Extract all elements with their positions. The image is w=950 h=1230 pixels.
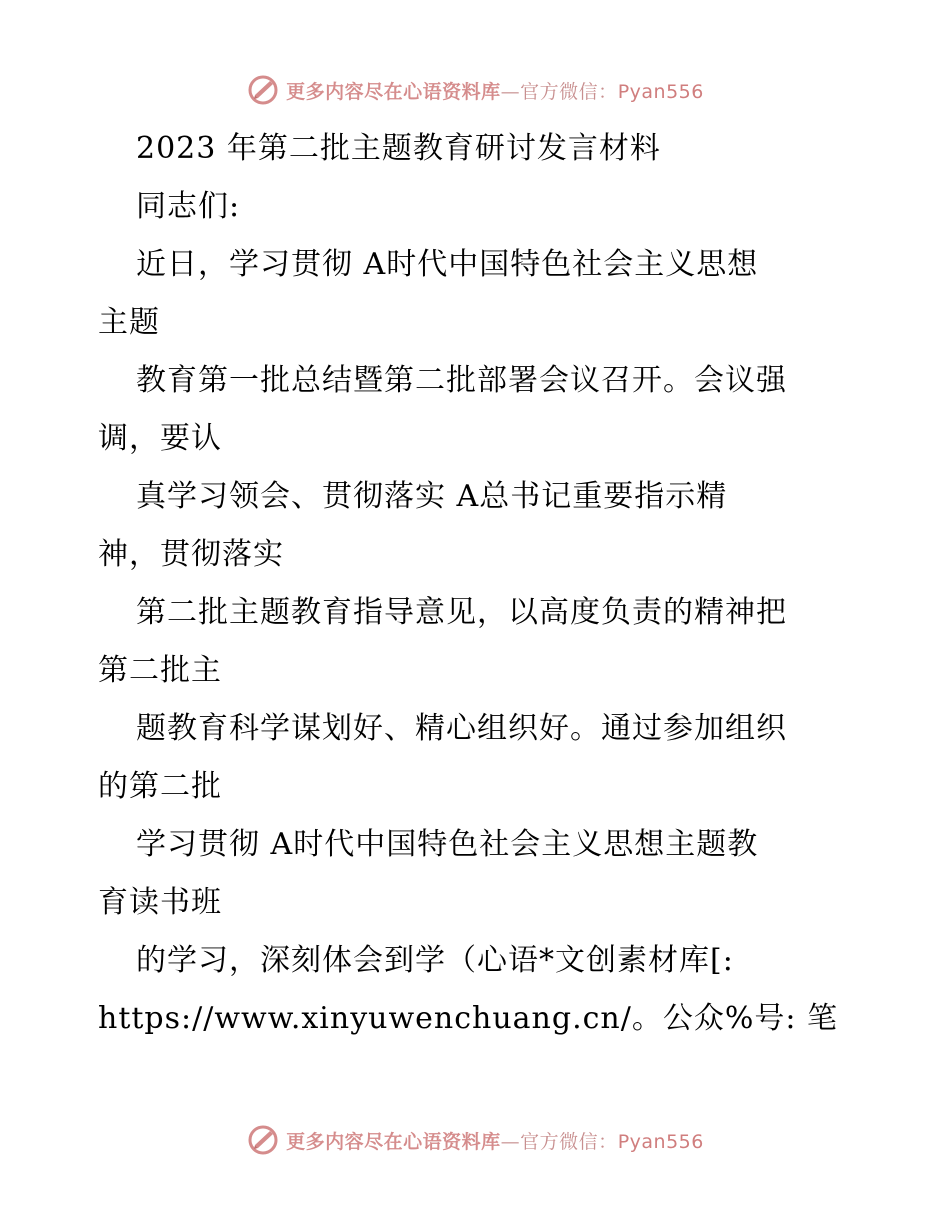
text-line: 真学习领会、贯彻落实 A总书记重要指示精 bbox=[136, 479, 728, 514]
text-line: 主题 bbox=[98, 305, 160, 340]
text-line: 同志们: bbox=[136, 189, 241, 224]
text-line: 的第二批 bbox=[98, 769, 222, 804]
text-line: https://www.xinyuwenchuang.cn/。公众%号: 笔 bbox=[98, 1001, 838, 1036]
text-line: 第二批主 bbox=[98, 653, 222, 688]
text-line: 教育第一批总结暨第二批部署会议召开。会议强 bbox=[136, 363, 787, 398]
text-line: 近日，学习贯彻 A时代中国特色社会主义思想 bbox=[136, 247, 759, 282]
header-watermark bbox=[0, 70, 950, 110]
text-line: 题教育科学谋划好、精心组织好。通过参加组织 bbox=[136, 711, 787, 746]
text-line: 的学习，深刻体会到学（心语*文创素材库[: bbox=[136, 943, 734, 978]
document-body bbox=[98, 120, 858, 1048]
text-line: 育读书班 bbox=[98, 885, 222, 920]
text-line: 第二批主题教育指导意见，以高度负责的精神把 bbox=[136, 595, 787, 630]
text-line: 神，贯彻落实 bbox=[98, 537, 284, 572]
footer-watermark bbox=[0, 1120, 950, 1160]
brush-logo-icon bbox=[246, 1123, 280, 1157]
text-line: 2023 年第二批主题教育研讨发言材料 bbox=[136, 131, 661, 166]
watermark-text: 更多内容尽在心语资料库—官方微信：Pyan556 bbox=[286, 1130, 704, 1153]
watermark-text: 更多内容尽在心语资料库—官方微信：Pyan556 bbox=[286, 80, 704, 103]
text-line: 学习贯彻 A时代中国特色社会主义思想主题教 bbox=[136, 827, 759, 862]
brush-logo-icon bbox=[246, 73, 280, 107]
text-line: 调，要认 bbox=[98, 421, 222, 456]
